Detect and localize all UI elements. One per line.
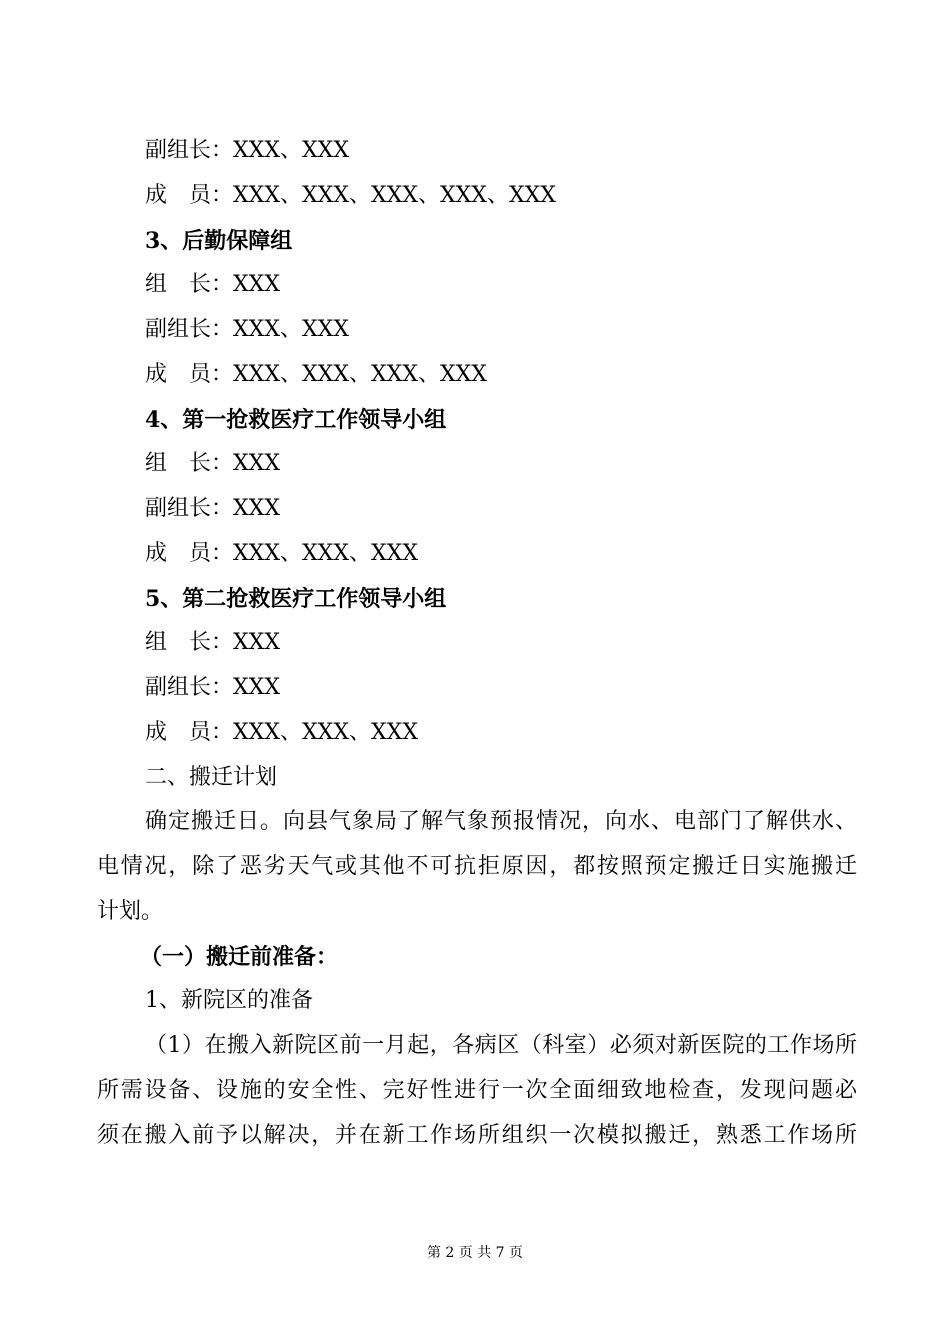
vice-leader-line xyxy=(145,673,280,703)
role-label: 组 长： xyxy=(145,272,234,297)
paragraph-line: 所需设备、设施的安全性、完好性进行一次全面细致地检查，发现问题必 xyxy=(97,1078,857,1103)
member-names: XXX xyxy=(233,630,281,655)
role-label: 副组长： xyxy=(145,138,234,163)
leader-line xyxy=(145,449,280,479)
role-label: 副组长： xyxy=(145,317,234,342)
paragraph-line: 须在搬入前予以解决，并在新工作场所组织一次模拟搬迁，熟悉工作场所 xyxy=(97,1123,857,1148)
role-label: 成 员： xyxy=(145,183,234,208)
members-line xyxy=(145,181,556,211)
member-names: XXX xyxy=(233,496,281,521)
paragraph-line: 电情况，除了恶劣天气或其他不可抗拒原因，都按照预定搬迁日实施搬迁 xyxy=(97,854,857,879)
group-heading-logistics: 3、后勤保障组 xyxy=(145,228,293,254)
item-heading-new-campus: 1、新院区的准备 xyxy=(145,988,313,1013)
group-heading-first-rescue: 4、第一抢救医疗工作领导小组 xyxy=(145,407,447,433)
member-names: XXX、XXX、XXX、XXX、XXX xyxy=(233,183,556,208)
member-names: XXX xyxy=(233,272,281,297)
members-line xyxy=(145,718,418,748)
vice-leader-line xyxy=(145,494,280,524)
role-label: 成 员： xyxy=(145,541,234,566)
paragraph-line: （1）在搬入新院区前一月起，各病区（科室）必须对新医院的工作场所 xyxy=(145,1033,857,1058)
role-label: 组 长： xyxy=(145,451,234,476)
member-names: XXX、XXX、XXX xyxy=(233,541,418,566)
member-names: XXX xyxy=(233,451,281,476)
role-label: 成 员： xyxy=(145,720,234,745)
vice-leader-line xyxy=(145,315,349,345)
members-line xyxy=(145,360,487,390)
leader-line xyxy=(145,270,280,300)
member-names: XXX、XXX、XXX xyxy=(233,720,418,745)
member-names: XXX xyxy=(233,675,281,700)
member-names: XXX、XXX、XXX、XXX xyxy=(233,362,487,387)
member-names: XXX、XXX xyxy=(233,138,349,163)
leader-line xyxy=(145,628,280,658)
role-label: 副组长： xyxy=(145,496,234,521)
paragraph-line: 确定搬迁日。向县气象局了解气象预报情况，向水、电部门了解供水、 xyxy=(145,809,857,834)
vice-leader-line xyxy=(145,136,349,166)
role-label: 成 员： xyxy=(145,362,234,387)
section-heading-relocation-plan: 二、搬迁计划 xyxy=(145,765,278,790)
group-heading-second-rescue: 5、第二抢救医疗工作领导小组 xyxy=(145,586,447,612)
role-label: 组 长： xyxy=(145,630,234,655)
paragraph-line: 计划。 xyxy=(97,899,164,924)
subsection-heading-preparation: （一）搬迁前准备： xyxy=(140,944,339,970)
member-names: XXX、XXX xyxy=(233,317,349,342)
role-label: 副组长： xyxy=(145,675,234,700)
members-line xyxy=(145,539,418,569)
page-footer: 第 2 页 共 7 页 xyxy=(426,1245,524,1261)
